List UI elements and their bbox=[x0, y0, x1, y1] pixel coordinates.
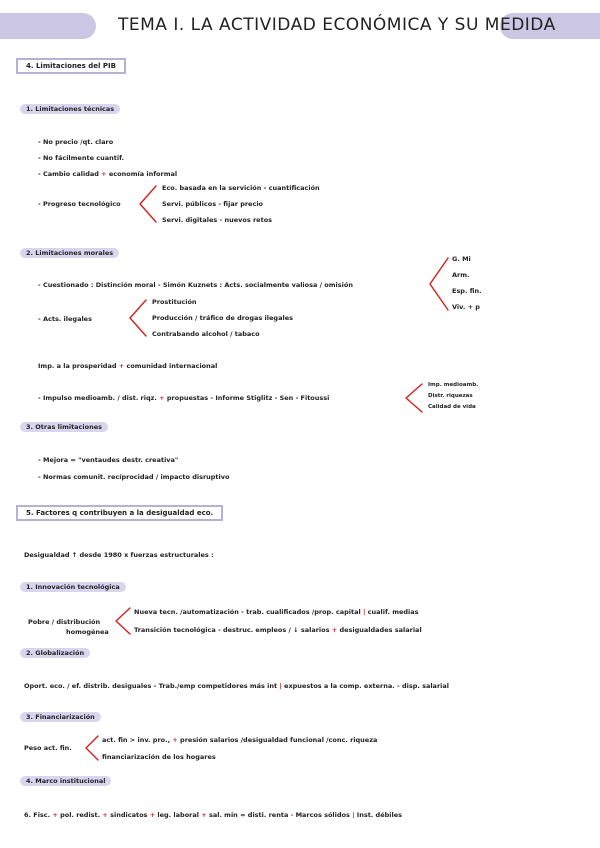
section-box-limitaciones: 4. Limitaciones del PIB bbox=[16, 58, 126, 74]
list-item: - No precio /qt. claro bbox=[38, 138, 114, 146]
pobre-label-2: homogénea bbox=[66, 628, 109, 636]
branch-item: G. Mi bbox=[452, 255, 471, 263]
branch-item: Calidad de vida bbox=[428, 404, 476, 410]
brace-arrow-icon bbox=[82, 734, 102, 762]
branch-item: Arm. bbox=[452, 271, 470, 279]
branch-item: Distr. riquezas bbox=[428, 393, 473, 399]
section-box-factores: 5. Factores q contribuyen a la desigualdad eco. bbox=[16, 505, 223, 521]
fin-line-1: act. fin > inv. pro., + presión salarios /desigualdad funcional /conc. riqueza bbox=[102, 736, 378, 744]
heading-innovacion: 1. Innovación tecnológica bbox=[20, 582, 126, 592]
acts-label: - Acts. ilegales bbox=[38, 315, 92, 323]
list-item: - Mejora = "ventaudes destr. creativa" bbox=[38, 456, 179, 464]
brace-arrow-icon bbox=[126, 298, 150, 338]
imp-line: Imp. a la prosperidad + comunidad internacional bbox=[38, 362, 218, 370]
branch-item: Esp. fin. bbox=[452, 287, 482, 295]
brace-arrow-icon bbox=[112, 606, 134, 636]
marco-line: 6. Fisc. + pol. redist. + sindicatos + leg. laboral + sal. min = disti. renta - Marcos sólidos | Inst. débiles bbox=[24, 811, 402, 819]
branch-item: Servi. digitales - nuevos retos bbox=[162, 216, 273, 224]
branch-item: Prostitución bbox=[152, 298, 197, 306]
page-title: TEMA I. LA ACTIVIDAD ECONÓMICA Y SU MEDIDA bbox=[118, 15, 556, 35]
innov-line-1: Nueva tecn. /automatización - trab. cualificados /prop. capital | cualif. medias bbox=[134, 608, 419, 616]
heading-marco: 4. Marco institucional bbox=[20, 776, 111, 786]
glob-line: Oport. eco. / ef. distrib. desiguales - Trab./emp competidores más int | expuestos a la comp. externa. - disp. salarial bbox=[24, 682, 449, 690]
branch-item: Imp. medioamb. bbox=[428, 382, 479, 388]
impulso-line: - Impulso medioamb. / dist. riqz. + propuestas - Informe Stiglitz - Sen - Fitoussi bbox=[38, 394, 330, 402]
brace-arrow-icon bbox=[136, 184, 160, 224]
heading-globalizacion: 2. Globalización bbox=[20, 648, 90, 658]
heading-otras-limitaciones: 3. Otras limitaciones bbox=[20, 422, 108, 432]
branch-item: Eco. basada en la servición - cuantificación bbox=[162, 184, 320, 192]
fin-line-2: financiarización de los hogares bbox=[102, 753, 216, 761]
heading-limitaciones-tecnicas: 1. Limitaciones técnicas bbox=[20, 104, 120, 114]
list-item: - Normas comunit. recíprocidad / impacto disruptivo bbox=[38, 473, 230, 481]
peso-label: Peso act. fin. bbox=[24, 744, 72, 752]
branch-item: Contrabando alcohol / tabaco bbox=[152, 330, 260, 338]
intro-line: Desigualdad ↑ desde 1980 x fuerzas estructurales : bbox=[24, 551, 214, 559]
header-pill-left bbox=[0, 13, 96, 39]
pobre-label: Pobre / distribución bbox=[28, 618, 101, 626]
innov-line-2: Transición tecnológica - destruc. empleos / ↓ salarios + desigualdades salarial bbox=[134, 626, 422, 634]
branch-item: Viv. + p bbox=[452, 303, 480, 311]
brace-arrow-icon bbox=[402, 382, 426, 414]
list-item: - No fácilmente cuantif. bbox=[38, 154, 125, 162]
list-item: - Cambio calidad + economía informal bbox=[38, 170, 178, 178]
heading-limitaciones-morales: 2. Limitaciones morales bbox=[20, 248, 119, 258]
brace-arrow-icon bbox=[426, 256, 452, 312]
progreso-label: - Progreso tecnológico bbox=[38, 200, 121, 208]
heading-financiarizacion: 3. Financiarización bbox=[20, 712, 101, 722]
cuestionado-line: - Cuestionado : Distinción moral - Simón Kuznets : Acts. socialmente valiosa / omisión bbox=[38, 281, 353, 289]
branch-item: Servi. públicos - fijar precio bbox=[162, 200, 264, 208]
branch-item: Producción / tráfico de drogas ilegales bbox=[152, 314, 293, 322]
